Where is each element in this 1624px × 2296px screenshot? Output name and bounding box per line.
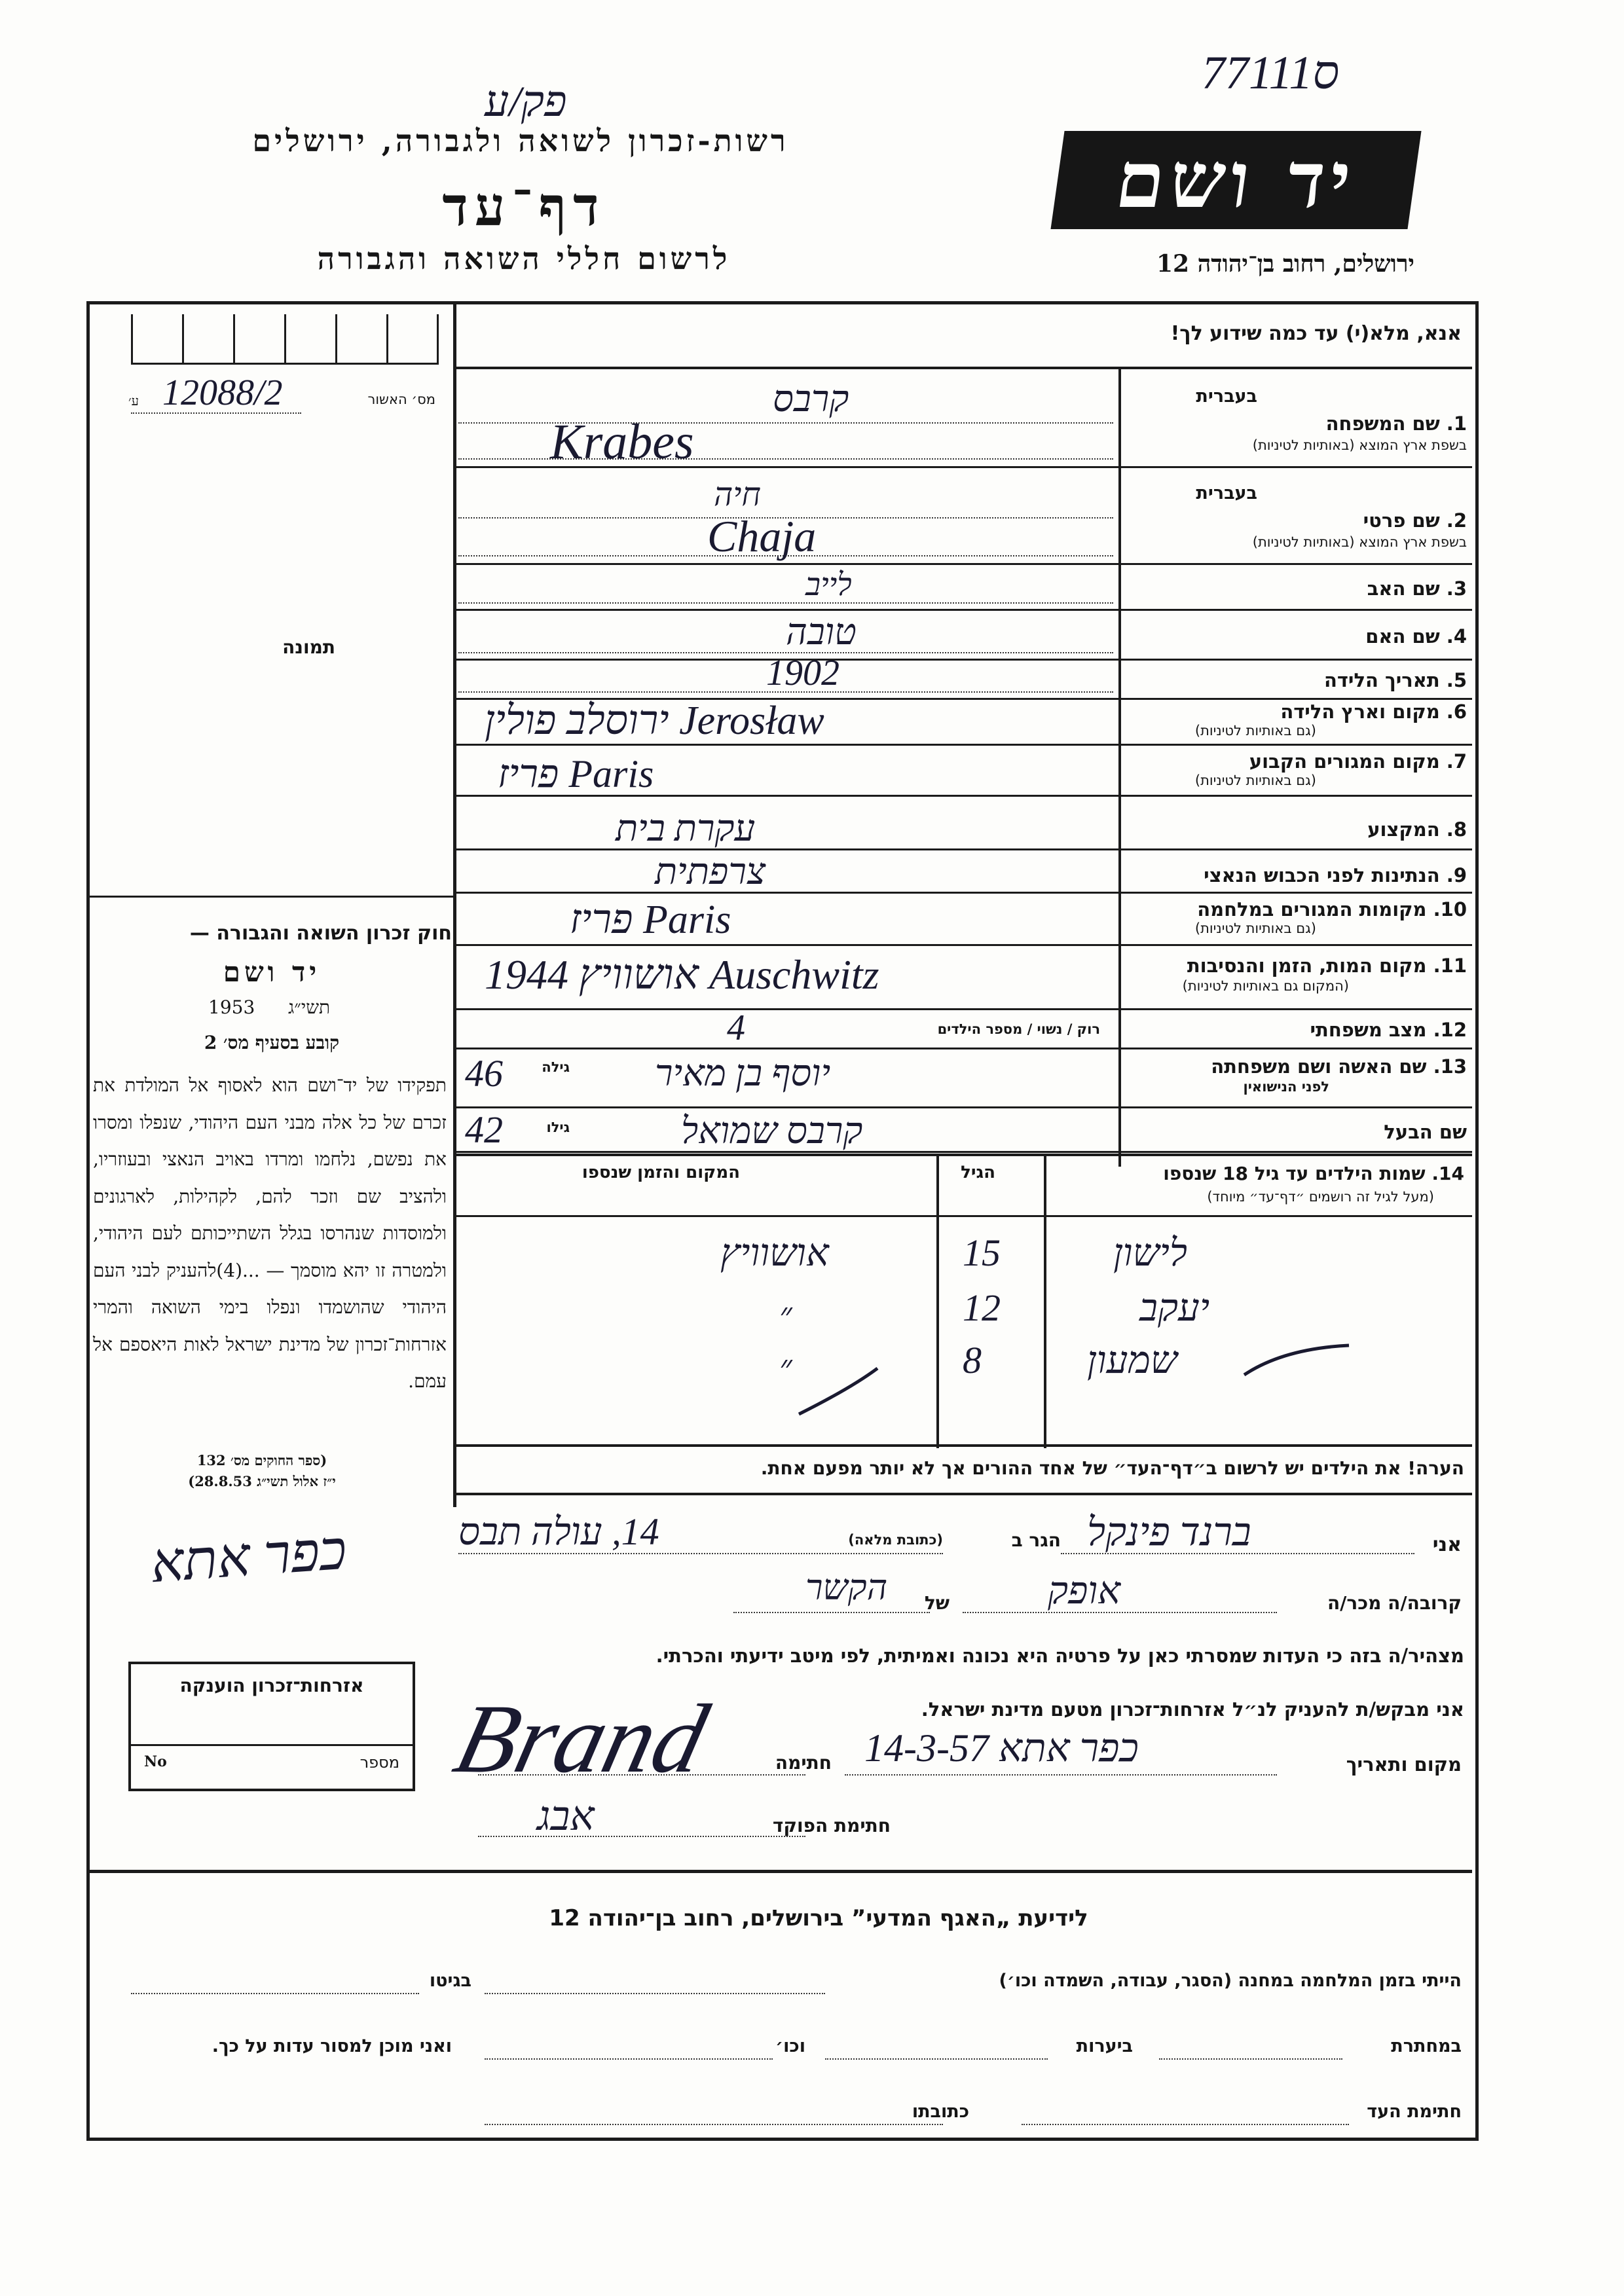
row-sep-12 [453, 1048, 1472, 1049]
decl-request: אני מבקש/ת להעניק לנ״ל אזרחות־זכרון מטעם מדינת ישראל. [921, 1698, 1464, 1721]
stamp-no: No [144, 1753, 167, 1770]
label-surname: 1. שם המשפחה [1325, 412, 1467, 435]
intro-divider [453, 367, 1472, 369]
sub-surname: בשפת ארץ המוצא (באותיות לטיניות) [1252, 437, 1467, 453]
value-husband-age: 42 [465, 1108, 503, 1151]
value-mother: טובה [786, 612, 857, 653]
footer-address: כתובתו [912, 2102, 969, 2122]
footer-camp-line: הייתי בזמן המלחמה במחנה (הסגר, עבודה, השמדה וכו׳) [999, 1971, 1462, 1991]
decl-place-date-label: מקום ותאריך [1346, 1753, 1462, 1776]
child-place-1: אושוויץ [720, 1231, 829, 1274]
decl-shel-line [733, 1612, 930, 1613]
value-residence: פריז Paris [498, 752, 654, 795]
value-first-lat: Chaja [707, 511, 817, 561]
photo-label: תמונה [282, 636, 335, 658]
decl-name: ברנד פינקל [1087, 1510, 1251, 1554]
footer-address-blank [485, 2124, 943, 2125]
sub-birth-place: (גם באותיות לטיניות) [1194, 723, 1316, 738]
sub-wife: לפני הנישואין [1243, 1079, 1329, 1095]
row-sep-4 [453, 659, 1472, 661]
stamp-title: אזרחות־זכרון הוענקה [179, 1675, 364, 1696]
law-year: 1953 [208, 996, 255, 1018]
footer-underground-blank [1159, 2058, 1342, 2060]
children-header-bottom [453, 1215, 1472, 1217]
row-sep-8 [453, 848, 1472, 850]
child-place-2: ״ [779, 1297, 792, 1334]
child-name-2: יעקב [1139, 1286, 1210, 1329]
label-mother: 4. שם האם [1365, 625, 1467, 647]
footer-forests-blank [825, 2058, 1048, 2060]
label-first-name: 2. שם פרטי [1363, 509, 1467, 532]
sub-residence: (גם באותיות לטיניות) [1194, 773, 1316, 788]
row-sep-3 [453, 609, 1472, 611]
decl-signature-label: חתימה [775, 1752, 832, 1774]
footer-title: לידיעת „האגף המדעי” בירושלים, רחוב בן־יהודה 12 [549, 1905, 1088, 1931]
child-name-3: שמעון [1087, 1339, 1177, 1381]
decl-statement: מצהיר/ה בזה כי העדות שמסרתי כאן על פרטיה היא נכונה ואמיתית, לפי מיטב ידיעתי והכרתי. [655, 1645, 1464, 1667]
row-sep-11 [453, 1008, 1472, 1010]
law-title: חוק זכרון השואה והגבורה — [189, 922, 452, 945]
children-top [453, 1154, 1472, 1156]
row-sep-13 [453, 1106, 1472, 1108]
footer-ghetto: בגיטו [429, 1971, 471, 1991]
child-place-3: ״ [779, 1349, 792, 1387]
label-father: 3. שם האב [1367, 577, 1467, 600]
children-note: הערה! את הילדים יש לרשום ב״דף־העד״ של אחד ההורים אך לא יותר מפעם אחת. [760, 1457, 1464, 1479]
label-birth-date: 5. תאריך הלידה [1323, 669, 1467, 691]
child-strokes [458, 1218, 1467, 1440]
logo [1050, 131, 1421, 229]
value-father: לייב [805, 568, 852, 602]
law-name: יד ושם [223, 956, 321, 988]
decl-officer-line [478, 1836, 805, 1837]
memorial-stamp-box [128, 1662, 415, 1791]
sub-marital-status: רוק / נשוי / מספר הילדים [937, 1021, 1100, 1037]
footer-underground: במחתרת [1391, 2036, 1462, 2056]
law-reference-2: י״ז אלול תשי״ג 28.8.53) [188, 1473, 336, 1489]
footer-etc: וכו׳ [775, 2036, 805, 2056]
photo-divider [88, 896, 454, 898]
tag-hebrew-1: בעברית [1196, 386, 1257, 407]
decl-officer-label: חתימת הפוקד [772, 1815, 891, 1836]
label-marital-status: 12. מצב משפחתי [1310, 1019, 1467, 1041]
value-death: אושוויץ 1944 Auschwitz [485, 951, 879, 998]
children-header-age: הגיל [961, 1163, 995, 1182]
value-profession: עקרת בית [616, 809, 756, 849]
registration-number: 12088/2 [162, 373, 283, 413]
children-bottom [453, 1444, 1472, 1447]
value-children-count: 4 [727, 1008, 745, 1048]
footer-etc-blank [485, 2058, 773, 2060]
row-sep-9 [453, 892, 1472, 894]
footer-forests: ביערות [1076, 2036, 1133, 2056]
field-line [458, 602, 1113, 604]
value-wife-age: 46 [465, 1052, 503, 1095]
label-column-divider [1118, 367, 1121, 1167]
age-label-wife: גילה [542, 1059, 570, 1075]
footer-witness-blank [1022, 2124, 1349, 2125]
footer-divider [88, 1870, 1472, 1873]
label-citizenship: 9. הנתינות לפני הכבוש הנאצי [1204, 864, 1467, 886]
age-label-husband: גילו [546, 1120, 570, 1135]
value-first-heb: חיה [714, 476, 761, 513]
sub-first-name: בשפת ארץ המוצא (באותיות לטיניות) [1252, 534, 1467, 550]
value-citizenship: צרפתית [655, 852, 766, 892]
registration-mark: ע׳ [128, 393, 139, 409]
label-wartime-residence: 10. מקומות המגורים במלחמה [1197, 898, 1467, 920]
row-sep-14 [453, 1151, 1472, 1153]
label-residence: 7. מקום המגורים הקבוע [1249, 750, 1467, 773]
decl-relative-label: קרובה/ה מכר/ה [1327, 1592, 1462, 1614]
label-wife: 13. שם האשה ושם משפחתה [1211, 1055, 1467, 1078]
label-profession: 8. המקצוע [1367, 818, 1467, 841]
children-header-names: 14. שמות הילדים עד גיל 18 שנספו [1163, 1163, 1464, 1184]
left-column-divider [453, 302, 456, 1507]
label-husband: שם הבעל [1384, 1121, 1467, 1143]
row-sep-10 [453, 944, 1472, 946]
value-birth-date: 1902 [766, 653, 840, 693]
footer-witness-sig: חתימת העד [1367, 2102, 1462, 2122]
tag-hebrew-2: בעברית [1196, 483, 1257, 503]
logo-text: יד ושם [1110, 134, 1362, 225]
children-header-place: המקום והזמן שנספו [581, 1163, 740, 1182]
child-name-1: לישון [1113, 1231, 1188, 1274]
code-boxes [131, 314, 439, 365]
footer-ready: ואני מוכן למסור עדות על כך. [212, 2036, 452, 2056]
decl-place-date-line [845, 1774, 1277, 1776]
value-wartime-residence: פריז Paris [570, 898, 731, 942]
stamp-divider [131, 1744, 413, 1746]
decl-left-divider [453, 1495, 456, 1507]
authority-name: רשות-זכרון לשואה ולגבורה, ירושלים [252, 123, 789, 158]
value-surname-heb: קרבס [773, 379, 849, 420]
address-header: ירושלים, רחוב בן־יהודה 12 [1156, 250, 1414, 278]
law-year-heb: תשי״ג [288, 996, 331, 1018]
footer-camp-blank [485, 1993, 825, 1994]
child-age-2: 12 [963, 1286, 1001, 1329]
child-age-1: 15 [963, 1231, 1001, 1274]
decl-shel: של [924, 1592, 950, 1614]
label-birth-place: 6. מקום וארץ הלידה [1280, 701, 1467, 723]
decl-signature: Brand [445, 1685, 718, 1793]
intro-text: אנא, מלא(י) עד כמה שידוע לך! [1170, 322, 1462, 345]
child-age-3: 8 [963, 1339, 982, 1381]
decl-shel-value: הקשר [805, 1568, 888, 1607]
decl-place-date: כפר אתא 14-3-57 [864, 1726, 1139, 1770]
decl-officer-sig: אבג [537, 1795, 595, 1839]
decl-relative: אופק [1048, 1569, 1121, 1612]
value-birth-place: ירוסלב פולין Jerosław [485, 699, 824, 743]
margin-note: כפר אתא [149, 1520, 349, 1595]
decl-gar: הגר ב [1011, 1529, 1061, 1551]
registration-label: מס׳ האשור [367, 392, 435, 407]
law-reference-1: (ספר החוקים מס׳ 132 [196, 1452, 327, 1468]
handwritten-number: 77ס111 [1202, 46, 1340, 99]
sub-wartime-residence: (גם באותיות לטיניות) [1194, 920, 1316, 936]
law-text: תפקידו של יד־ושם הוא לאסוף אל המולדת את זכרם של כל אלה מבני העם היהודי, שנפלו ומסרו את נפשם, נלחמו ומרדו באויב הנאצי ובעוזריו, ולהציב שם וזכר להם, לקהילות, לארגונים ולמוסדות שנהרסו בגלל השתייכותם לעם היהודי, ולמטרה זו יהא מוסמך — ...(4)להעניק לבני העם היהודי שהושמדו ונפלו בימי השואה והמרי אזרחות־זכרון של מדינת ישראל לאות היאספם אל עמם. [93, 1074, 447, 1392]
form-title: דף־עד [442, 175, 606, 238]
note-bottom [453, 1493, 1472, 1495]
law-section: קובע בסעיף מס׳ 2 [204, 1032, 340, 1053]
handwritten-ref: פק/ע [485, 78, 567, 126]
form-subtitle: לרשום חללי השואה והגבורה [317, 241, 731, 276]
row-sep-2 [453, 563, 1472, 565]
value-surname-lat: Krabes [550, 414, 694, 469]
value-wife: יוסף בן מאיר [655, 1053, 831, 1094]
value-husband: קרבס שמואל [681, 1111, 863, 1152]
label-death: 11. מקום המות, הזמן והנסיבות [1187, 955, 1467, 977]
footer-ghetto-blank [131, 1993, 419, 1994]
children-header-names-sub: (מעל לגיל זה רושמים ״דף־עד״ מיוחד) [1207, 1189, 1434, 1205]
decl-address: 14, עולה תבס [458, 1510, 659, 1553]
decl-ani: אני [1432, 1533, 1462, 1556]
decl-full-address: (כתובת מלאה) [848, 1532, 943, 1548]
stamp-number-label: מספר [360, 1753, 399, 1772]
sub-death: (המקום גם באותיות לטיניות) [1182, 978, 1349, 994]
